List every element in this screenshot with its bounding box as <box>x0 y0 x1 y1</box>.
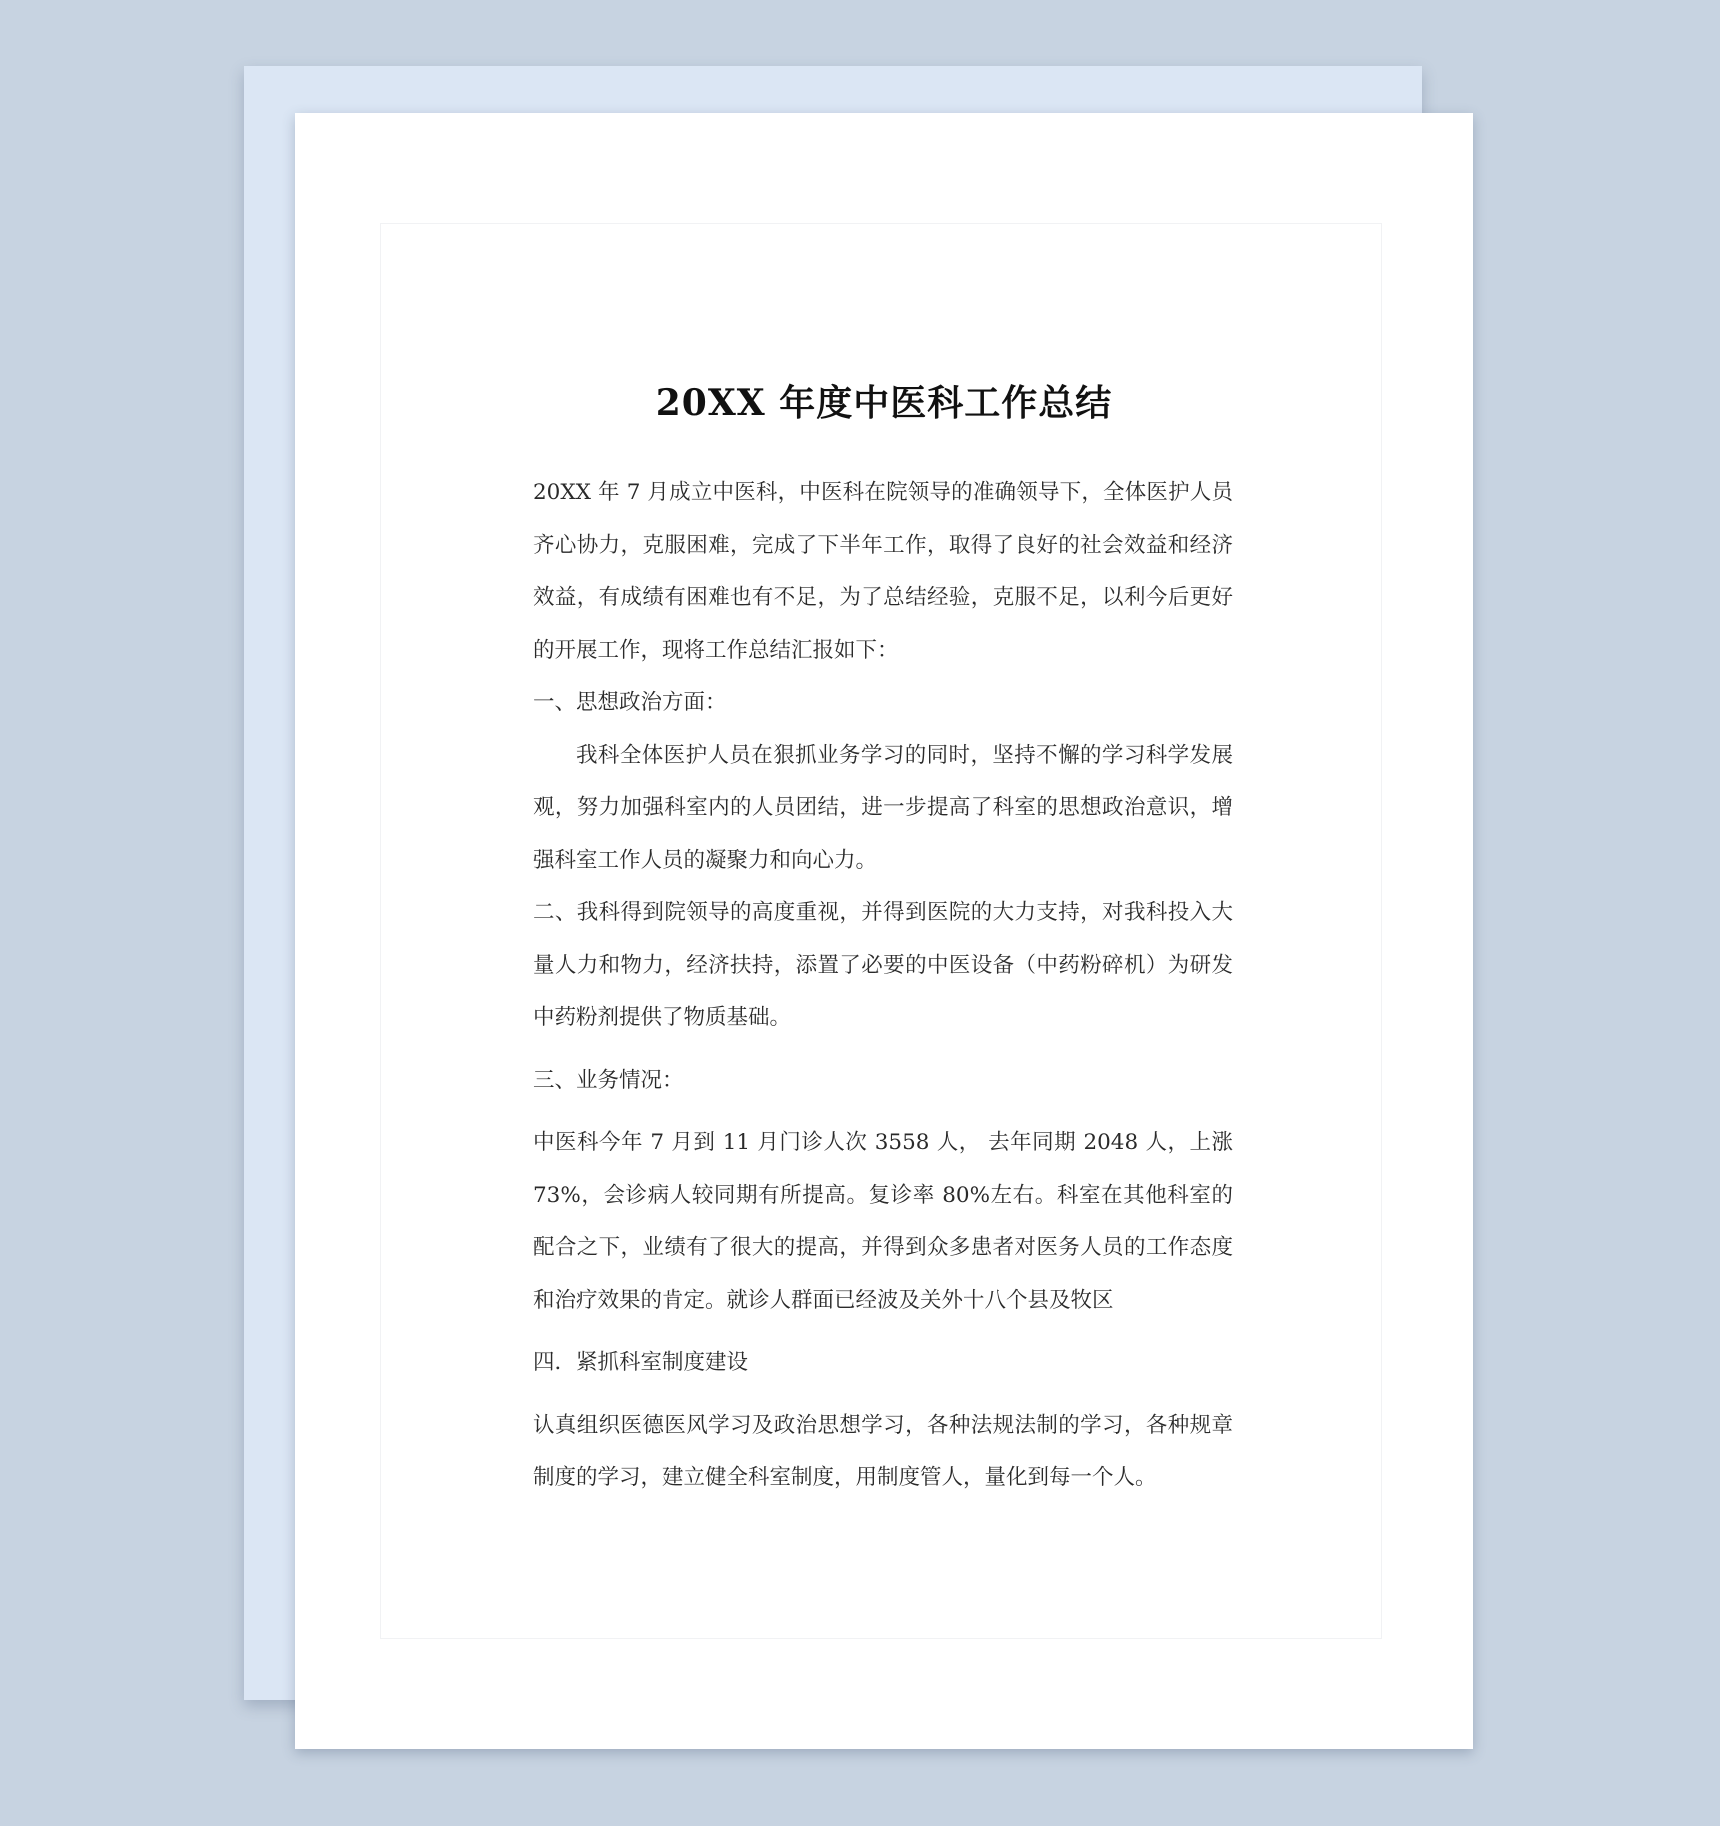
paragraph-section-2: 二、我科得到院领导的高度重视，并得到医院的大力支持，对我科投入大量人力和物力，经济扶持，添置了必要的中医设备（中药粉碎机）为研发中药粉剂提供了物质基础。 <box>533 900 1233 1030</box>
heading-section-1: 一、思想政治方面： <box>533 690 727 715</box>
heading-section-4: 四．紧抓科室制度建设 <box>533 1350 749 1375</box>
document-body <box>533 467 1233 1505</box>
document-page <box>295 113 1473 1749</box>
document-title: 20XX 年度中医科工作总结 <box>655 382 1113 424</box>
paragraph-section-3: 中医科今年 7 月到 11 月门诊人次 3558 人， 去年同期 2048 人，上涨 73%，会诊病人较同期有所提高。复诊率 80%左右。科室在其他科室的配合之下，业绩有了很大的提高，并得到众多患者对医务人员的工作态度和治疗效果的肯定。就诊人群面已经波及关外十八个县及牧区 <box>533 1130 1233 1313</box>
paragraph-intro: 20XX 年 7 月成立中医科，中医科在院领导的准确领导下，全体医护人员齐心协力，克服困难，完成了下半年工作，取得了良好的社会效益和经济效益，有成绩有困难也有不足，为了总结经验，克服不足，以利今后更好的开展工作，现将工作总结汇报如下： <box>533 480 1233 663</box>
paragraph-section-4: 认真组织医德医风学习及政治思想学习，各种法规法制的学习，各种规章制度的学习，建立健全科室制度，用制度管人，量化到每一个人。 <box>533 1412 1233 1490</box>
heading-section-3: 三、业务情况： <box>533 1067 684 1093</box>
paragraph-section-1: 我科全体医护人员在狠抓业务学习的同时，坚持不懈的学习科学发展观，努力加强科室内的人员团结，进一步提高了科室的思想政治意识，增强科室工作人员的凝聚力和向心力。 <box>533 742 1233 873</box>
